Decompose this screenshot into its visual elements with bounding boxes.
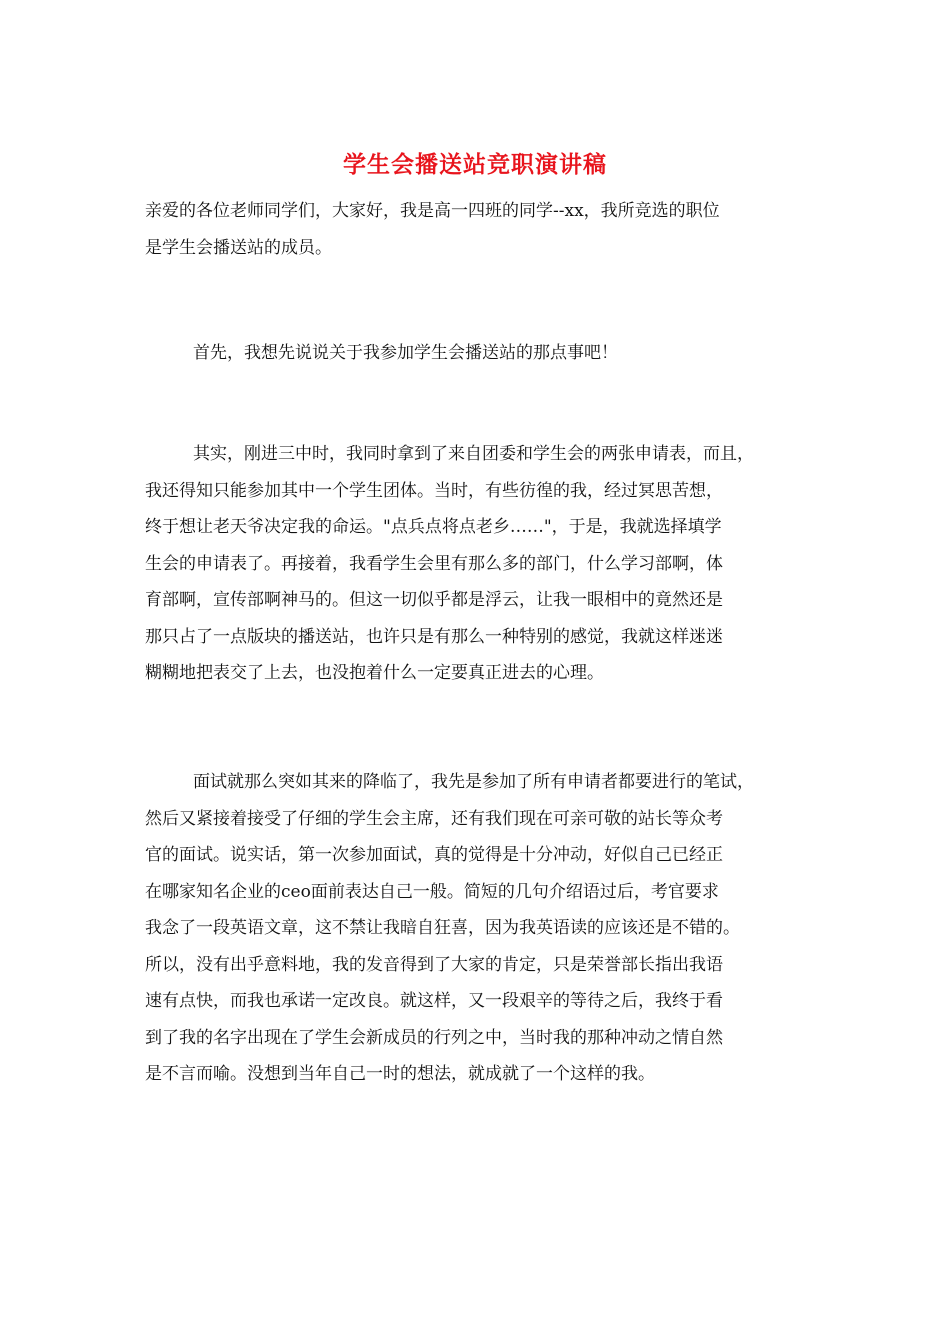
paragraph-line: 是不言而喻。没想到当年自己一时的想法，就成就了一个这样的我。 xyxy=(145,1064,655,1084)
paragraph-line: 然后又紧接着接受了仔细的学生会主席，还有我们现在可亲可敬的站长等众考 xyxy=(145,808,723,829)
paragraph-interview xyxy=(145,764,835,1093)
document-title: 学生会播送站竞职演讲稿 xyxy=(343,151,607,178)
paragraph-line: 糊糊地把表交了上去，也没抱着什么一定要真正进去的心理。 xyxy=(145,663,604,683)
paragraph-line: 速有点快，而我也承诺一定改良。就这样，又一段艰辛的等待之后，我终于看 xyxy=(145,991,723,1011)
paragraph-line: 到了我的名字出现在了学生会新成员的行列之中，当时我的那种冲动之情自然 xyxy=(145,1027,723,1048)
paragraph-line: 我念了一段英语文章，这不禁让我暗自狂喜，因为我英语读的应该还是不错的。 xyxy=(145,918,740,938)
paragraph-line: 所以，没有出乎意料地，我的发音得到了大家的肯定，只是荣誉部长指出我语 xyxy=(145,954,723,975)
paragraph-line: 育部啊，宣传部啊神马的。但这一切似乎都是浮云，让我一眼相中的竟然还是 xyxy=(145,590,723,610)
paragraph-line: 亲爱的各位老师同学们，大家好，我是高一四班的同学--xx，我所竞选的职位 xyxy=(145,201,720,221)
paragraph-line: 面试就那么突如其来的降临了，我先是参加了所有申请者都要进行的笔试， xyxy=(193,772,754,792)
paragraph-line: 首先，我想先说说关于我参加学生会播送站的那点事吧！ xyxy=(193,343,618,363)
paragraph-intro xyxy=(145,335,835,372)
paragraph-line: 生会的申请表了。再接着，我看学生会里有那么多的部门，什么学习部啊，体 xyxy=(145,553,723,574)
paragraph-story xyxy=(145,436,835,692)
paragraph-greeting xyxy=(145,193,835,266)
paragraph-line: 终于想让老天爷决定我的命运。"点兵点将点老乡……"，于是，我就选择填学 xyxy=(145,517,722,537)
paragraph-line: 其实，刚进三中时，我同时拿到了来自团委和学生会的两张申请表，而且， xyxy=(193,444,754,464)
paragraph-line: 是学生会播送站的成员。 xyxy=(145,237,332,258)
paragraph-line: 那只占了一点版块的播送站，也许只是有那么一种特别的感觉，我就这样迷迷 xyxy=(145,626,723,647)
paragraph-line: 官的面试。说实话，第一次参加面试，真的觉得是十分冲动，好似自己已经正 xyxy=(145,845,723,865)
paragraph-line: 我还得知只能参加其中一个学生团体。当时，有些彷徨的我，经过冥思苦想， xyxy=(145,480,723,501)
paragraph-line: 在哪家知名企业的ceo面前表达自己一般。简短的几句介绍语过后，考官要求 xyxy=(145,881,719,902)
